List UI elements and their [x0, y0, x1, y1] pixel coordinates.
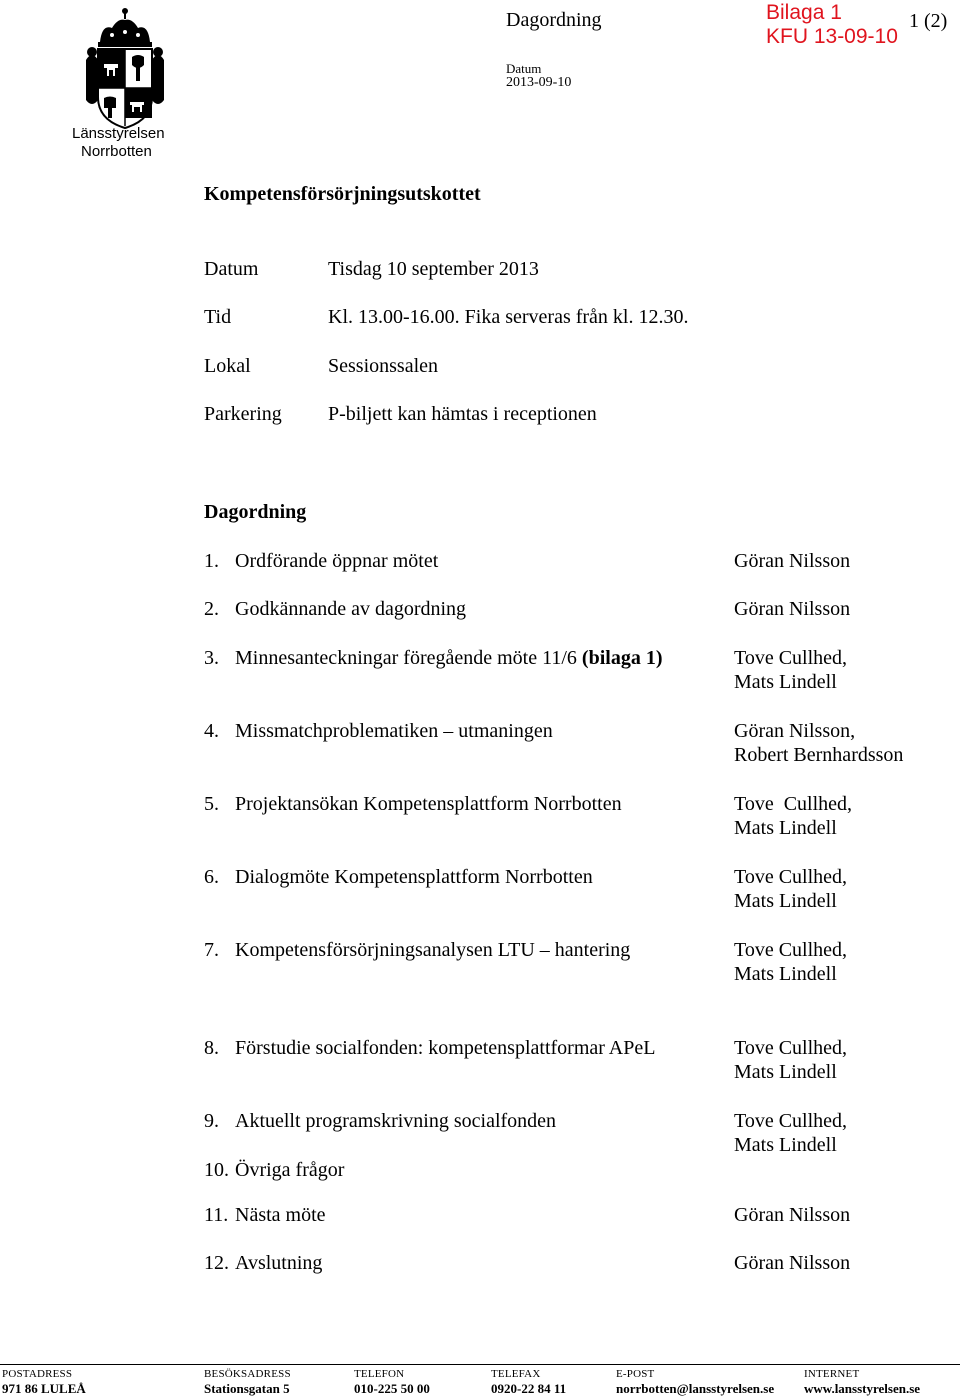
agenda-item-number: 9. — [204, 1110, 219, 1132]
agenda-item-responsible: Göran Nilsson — [734, 1204, 851, 1226]
agenda-item-responsible-2: Mats Lindell — [734, 963, 837, 985]
svg-text:Länsstyrelsen: Länsstyrelsen — [72, 125, 165, 142]
agenda-item-number: 5. — [204, 793, 219, 815]
info-label-datum: Datum — [204, 258, 259, 280]
agenda-item-number: 1. — [204, 550, 219, 572]
agenda-item-text-main: Minnesanteckningar föregående möte 11/6 — [235, 647, 582, 669]
info-value-datum: Tisdag 10 september 2013 — [328, 258, 539, 280]
footer-epost-link[interactable]: norrbotten@lansstyrelsen.se — [616, 1381, 775, 1396]
footer-besoksadress-label: BESÖKSADRESS — [204, 1368, 291, 1380]
agenda-item-number: 8. — [204, 1037, 219, 1059]
svg-text:Norrbotten: Norrbotten — [81, 143, 152, 160]
agenda-item-responsible: Tove Cullhed, — [734, 1037, 848, 1059]
agenda-item-responsible: Göran Nilsson — [734, 1252, 851, 1274]
footer-epost-label: E-POST — [616, 1368, 655, 1380]
page-number: 1 (2) — [909, 10, 948, 32]
footer-postadress-value: 971 86 LULEÅ — [2, 1381, 86, 1396]
lansstyrelsen-logo — [60, 2, 190, 162]
agenda-item-responsible: Tove Cullhed, — [734, 793, 853, 815]
agenda-item-responsible-2: Robert Bernhardsson — [734, 744, 904, 766]
committee-title: Kompetensförsörjningsutskottet — [204, 183, 481, 205]
agenda-item-responsible: Tove Cullhed, — [734, 647, 848, 669]
agenda-item-text — [235, 647, 662, 670]
agenda-item-text: Förstudie socialfonden: kompetensplattformar APeL — [235, 1037, 656, 1059]
footer-telefax-label: TELEFAX — [491, 1368, 541, 1380]
crown-coat-of-arms-icon — [60, 2, 190, 162]
agenda-item-text: Kompetensförsörjningsanalysen LTU – hantering — [235, 939, 631, 961]
footer-rule — [0, 1364, 960, 1365]
agenda-item-number: 2. — [204, 598, 219, 620]
document-type: Dagordning — [506, 9, 602, 31]
agenda-item-responsible: Tove Cullhed, — [734, 1110, 848, 1132]
agenda-item-text: Ordförande öppnar mötet — [235, 550, 439, 572]
info-label-parkering: Parkering — [204, 403, 282, 425]
agenda-item-responsible: Tove Cullhed, — [734, 939, 848, 961]
agenda-item-number: 10. — [204, 1159, 229, 1181]
info-label-tid: Tid — [204, 306, 232, 328]
agenda-item-responsible: Göran Nilsson — [734, 550, 851, 572]
agenda-item-text: Övriga frågor — [235, 1159, 345, 1181]
agenda-item-text: Projektansökan Kompetensplattform Norrbotten — [235, 793, 622, 815]
kfu-reference: KFU 13-09-10 — [766, 25, 898, 48]
agenda-heading: Dagordning — [204, 501, 307, 523]
agenda-item-number: 7. — [204, 939, 219, 961]
agenda-item-text: Missmatchproblematiken – utmaningen — [235, 720, 553, 742]
footer-postadress-label: POSTADRESS — [2, 1368, 73, 1380]
agenda-item-text: Avslutning — [235, 1252, 323, 1274]
agenda-item-text: Aktuellt programskrivning socialfonden — [235, 1110, 557, 1132]
footer-besoksadress-value: Stationsgatan 5 — [204, 1381, 290, 1396]
agenda-item-responsible: Göran Nilsson — [734, 598, 851, 620]
info-label-lokal: Lokal — [204, 355, 251, 377]
agenda-item-text: Dialogmöte Kompetensplattform Norrbotten — [235, 866, 593, 888]
agenda-item-number: 3. — [204, 647, 219, 669]
date-value: 2013-09-10 — [506, 75, 572, 90]
info-value-lokal: Sessionssalen — [328, 355, 438, 377]
footer-internet-label: INTERNET — [804, 1368, 860, 1380]
agenda-item-number: 12. — [204, 1252, 229, 1274]
agenda-item-responsible: Göran Nilsson, — [734, 720, 856, 742]
bilaga-reference: (bilaga 1) — [581, 647, 663, 669]
agenda-item-responsible: Tove Cullhed, — [734, 866, 848, 888]
agenda-item-text: Nästa möte — [235, 1204, 326, 1226]
agenda-item-responsible-2: Mats Lindell — [734, 1061, 837, 1083]
agenda-item-responsible-2: Mats Lindell — [734, 671, 837, 693]
agenda-item-responsible-2: Mats Lindell — [734, 817, 837, 839]
footer-telefon-label: TELEFON — [354, 1368, 405, 1380]
agenda-item-responsible-2: Mats Lindell — [734, 890, 837, 912]
date-label: Datum — [506, 61, 542, 76]
footer-telefon-value: 010-225 50 00 — [354, 1381, 430, 1396]
bilaga-label: Bilaga 1 — [766, 1, 842, 24]
agenda-item-responsible-2: Mats Lindell — [734, 1134, 837, 1156]
agenda-item-number: 6. — [204, 866, 219, 888]
footer-internet-link[interactable]: www.lansstyrelsen.se — [804, 1381, 921, 1396]
agenda-item-text: Godkännande av dagordning — [235, 598, 467, 620]
info-value-tid: Kl. 13.00-16.00. Fika serveras från kl. 12.30. — [328, 306, 689, 328]
agenda-item-number: 11. — [204, 1204, 229, 1226]
agenda-item-number: 4. — [204, 720, 219, 742]
info-value-parkering: P-biljett kan hämtas i receptionen — [328, 403, 597, 425]
footer-telefax-value: 0920-22 84 11 — [491, 1381, 567, 1396]
